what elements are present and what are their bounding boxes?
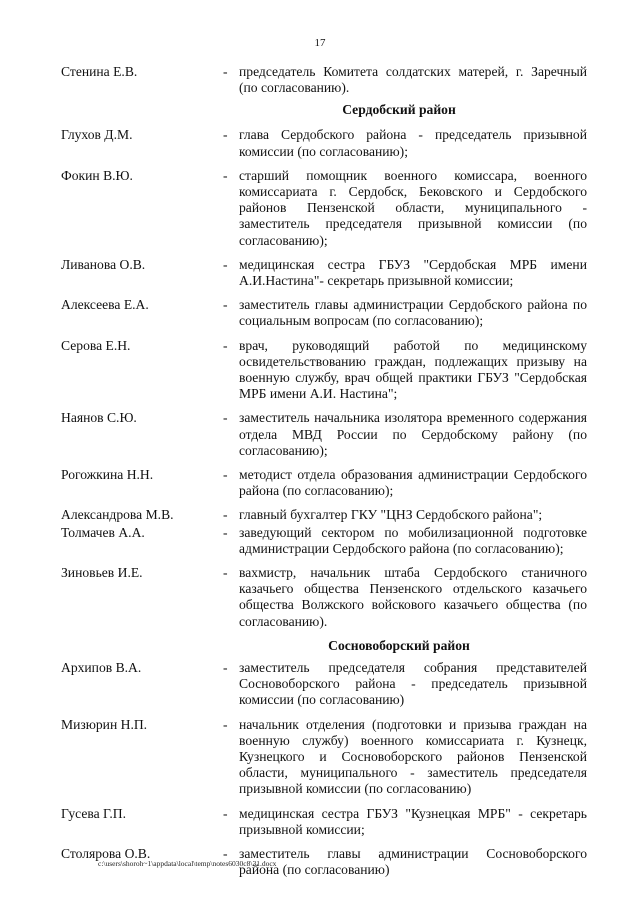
person-name: Столярова О.В. xyxy=(61,845,151,861)
person-role: вахмистр, начальник штаба Сердобского станичного казачьего общества Пензенского отдельского казачьего общества Волжского войскового казачьего общества (по согласованию). xyxy=(239,565,587,629)
dash-separator: - xyxy=(223,716,228,732)
list-entry xyxy=(61,410,587,459)
person-name: Ливанова О.В. xyxy=(61,256,146,272)
dash-separator: - xyxy=(223,167,228,183)
dash-separator: - xyxy=(223,524,228,540)
person-role: методист отдела образования администрации Сердобского района (по согласованию); xyxy=(239,467,587,499)
list-entry xyxy=(61,565,587,630)
person-role: начальник отделения (подготовки и призыва граждан на военную службу) военного комиссариата г. Кузнецк, Кузнецкого и Сосновоборского районов Пензенской области, муниципального - заместитель председателя призывной комиссии (по согласованию) xyxy=(239,716,587,797)
list-entry xyxy=(61,525,587,557)
page-number: 17 xyxy=(314,37,326,49)
dash-separator: - xyxy=(223,127,228,143)
dash-separator: - xyxy=(223,410,228,426)
person-role: заместитель начальника изолятора временного содержания отдела МВД России по Сердобскому району (по согласованию); xyxy=(239,410,587,458)
list-entry xyxy=(61,806,587,838)
person-role: старший помощник военного комиссара, военного комиссариата г. Сердобск, Бековского и Сердобского районов Пензенской области, муниципального - заместитель председателя призывной комиссии (по согласованию); xyxy=(239,167,587,248)
list-entry xyxy=(61,297,587,329)
person-role: главный бухгалтер ГКУ "ЦНЗ Сердобского района"; xyxy=(239,507,543,523)
person-name: Алексеева Е.А. xyxy=(61,297,149,313)
person-role: врач, руководящий работой по медицинскому освидетельствованию граждан, подлежащих призыву на военную службу, врач общей практики ГБУЗ "Сердобская МРБ имени А.И. Настина"; xyxy=(239,337,587,402)
person-role: медицинская сестра ГБУЗ "Кузнецкая МРБ" - секретарь призывной комиссии; xyxy=(239,805,587,837)
person-name: Серова Е.Н. xyxy=(61,337,131,353)
list-entry xyxy=(61,467,587,499)
section-heading-sosnovoborsk: Сосновоборский район xyxy=(328,637,470,653)
dash-separator: - xyxy=(223,256,228,272)
dash-separator: - xyxy=(223,805,228,821)
person-name: Глухов Д.М. xyxy=(61,127,133,143)
list-entry xyxy=(61,257,587,289)
person-name: Зиновьев И.Е. xyxy=(61,565,143,581)
person-name: Наянов С.Ю. xyxy=(61,410,137,426)
dash-separator: - xyxy=(223,467,228,483)
person-role: председатель Комитета солдатских матерей, г. Заречный (по согласованию). xyxy=(239,64,587,96)
person-role: заместитель председателя собрания представителей Сосновоборского района - председатель призывной комиссии (по согласованию) xyxy=(239,659,587,708)
list-entry xyxy=(61,168,587,249)
list-entry xyxy=(61,127,587,159)
person-name: Рогожкина Н.Н. xyxy=(61,467,154,483)
person-name: Стенина Е.В. xyxy=(61,64,138,79)
footer-file-path: c:\users\shoroh~1\appdata\local\temp\notes6030c8\31.docx xyxy=(98,859,277,868)
section-heading-serdobsk: Сердобский район xyxy=(342,102,456,118)
person-role: заместитель главы администрации Сердобского района по социальным вопросам (по согласованию); xyxy=(239,297,587,329)
list-entry xyxy=(61,717,587,798)
dash-separator: - xyxy=(223,507,228,523)
person-name: Гусева Г.П. xyxy=(61,805,126,821)
dash-separator: - xyxy=(223,845,228,861)
person-name: Толмачев А.А. xyxy=(61,524,145,540)
person-role: медицинская сестра ГБУЗ "Сердобская МРБ имени А.И.Настина"- секретарь призывной комиссии; xyxy=(239,256,587,289)
person-name: Архипов В.А. xyxy=(61,659,142,675)
person-name: Фокин В.Ю. xyxy=(61,167,133,183)
person-name: Александрова М.В. xyxy=(61,507,174,523)
list-entry xyxy=(61,660,587,709)
person-role: глава Сердобского района - председатель призывной комиссии (по согласованию); xyxy=(239,127,587,159)
document-body xyxy=(61,64,587,878)
dash-separator: - xyxy=(223,297,228,313)
dash-separator: - xyxy=(223,565,228,581)
person-role: заведующий сектором по мобилизационной подготовке администрации Сердобского района (по согласованию); xyxy=(239,524,587,556)
person-role: заместитель главы администрации Сосновоборского района (по согласованию) xyxy=(239,845,587,878)
dash-separator: - xyxy=(223,337,228,353)
list-entry xyxy=(61,64,587,96)
dash-separator: - xyxy=(223,659,228,675)
list-entry xyxy=(61,338,587,403)
list-entry xyxy=(61,507,587,523)
dash-separator: - xyxy=(223,64,228,79)
person-name: Мизюрин Н.П. xyxy=(61,716,148,732)
